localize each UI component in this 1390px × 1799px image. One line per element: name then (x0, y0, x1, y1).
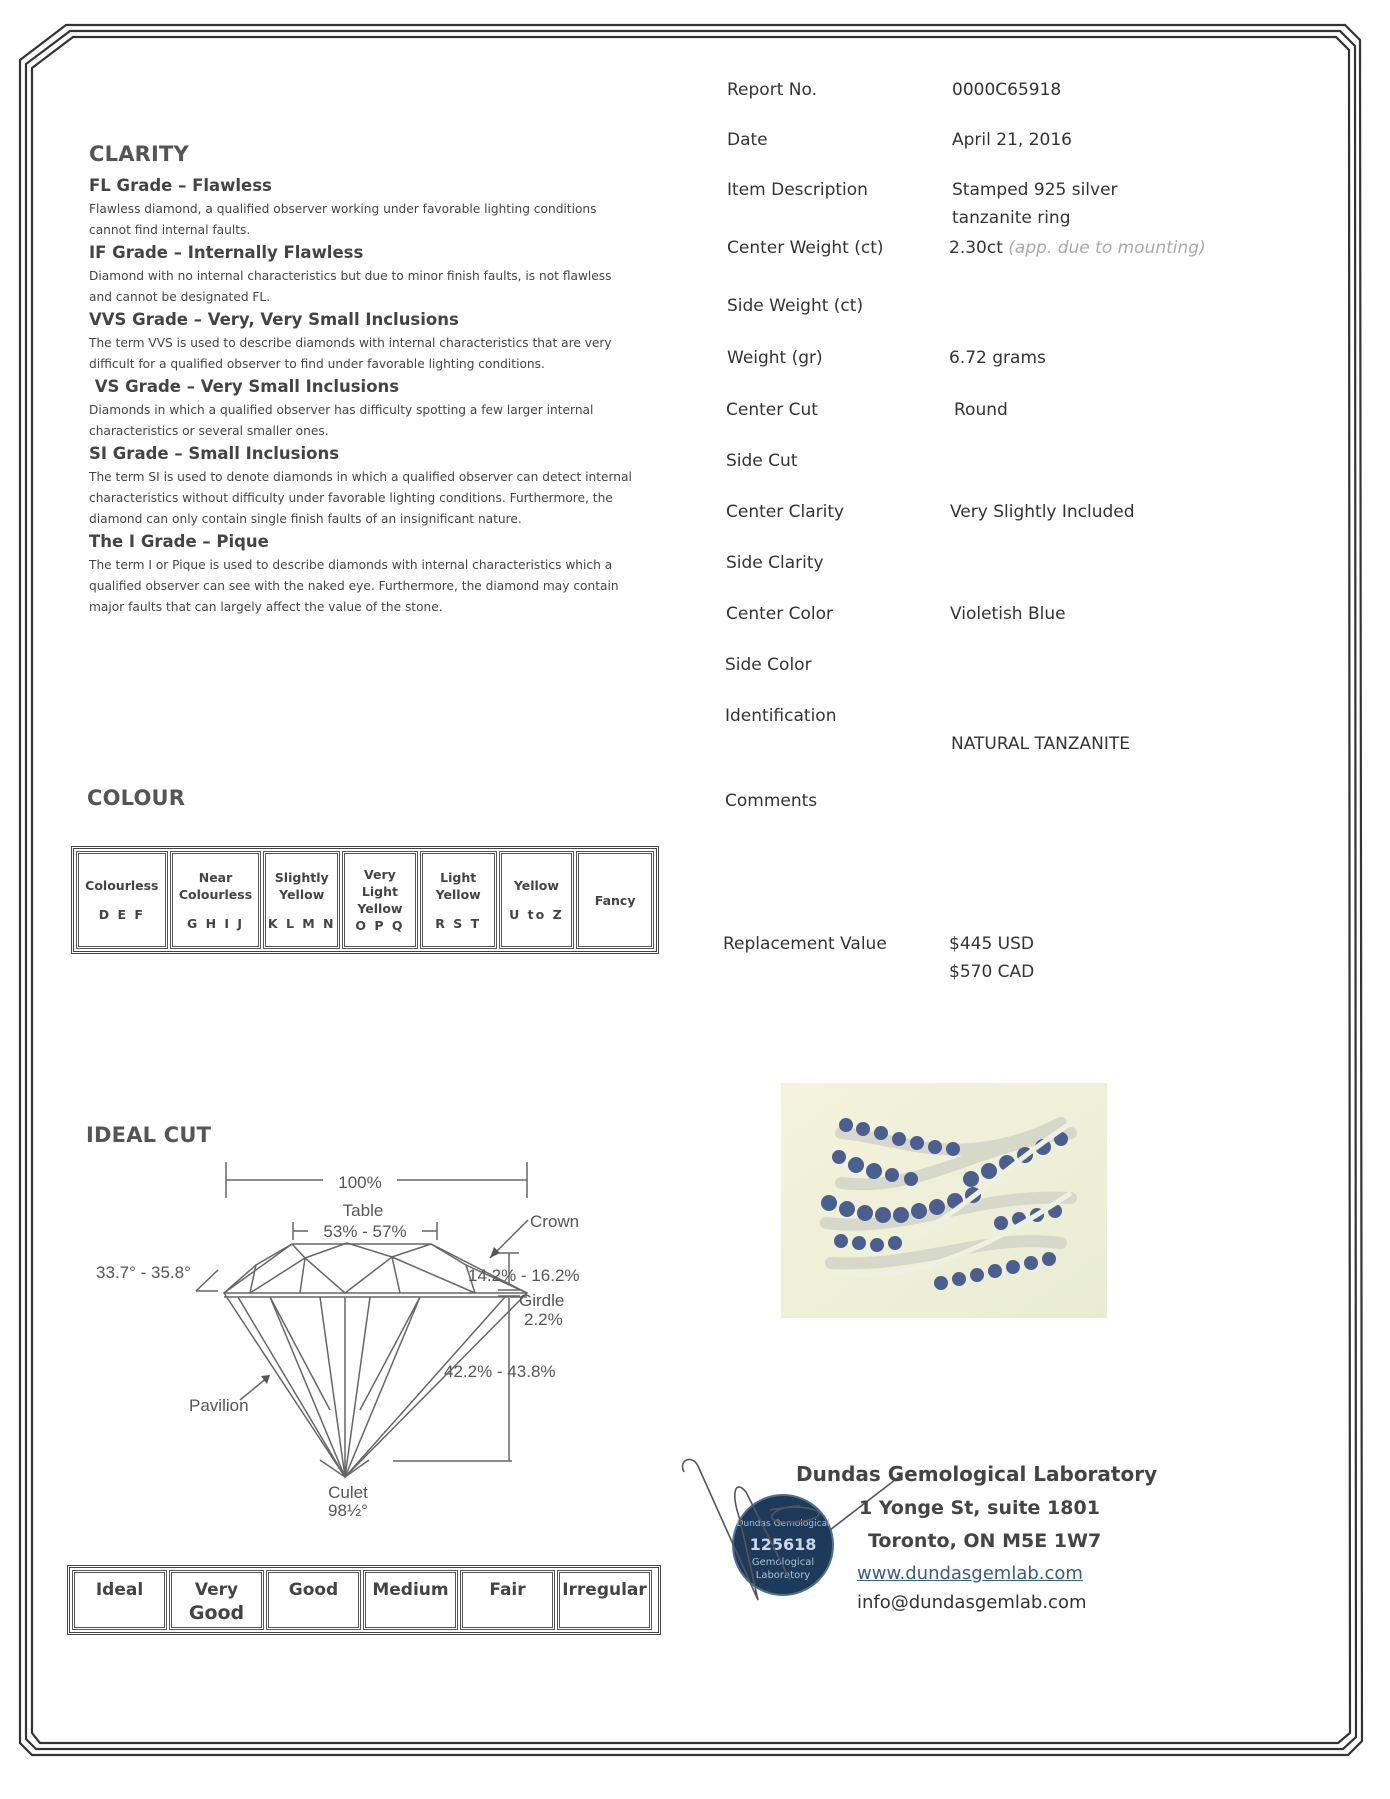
colour-heading: COLOUR (87, 786, 186, 810)
value-center-weight (949, 234, 1206, 262)
grade-title: VVS Grade – Very, Very Small Inclusions (89, 310, 459, 329)
label-center-color: Center Color (726, 604, 834, 624)
value-line: Stamped 925 silver (952, 180, 1118, 200)
center-weight-value: 2.30ct (949, 238, 1003, 258)
label-identification: Identification (725, 706, 837, 726)
diagram-culet-label: Culet (328, 1483, 368, 1502)
colour-name: Fancy (594, 892, 636, 908)
seal-text: Dundas Gemological (736, 1519, 830, 1529)
grade-vs (89, 377, 649, 442)
seal-text: Gemological (751, 1557, 815, 1568)
grade-desc-line: Diamonds in which a qualified observer has difficulty spotting a few larger internal (89, 403, 594, 417)
diagram-crown-label: Crown (530, 1212, 580, 1231)
colour-name: Light (440, 869, 477, 885)
value-date: April 21, 2016 (952, 130, 1072, 150)
cut-grade-label: Irregular (562, 1580, 647, 1600)
colour-letters: G H I J (186, 915, 245, 931)
colour-cell (263, 851, 340, 949)
lab-address-line2: Toronto, ON M5E 1W7 (868, 1530, 1102, 1552)
colour-cell (76, 851, 168, 949)
colour-name: Colourless (85, 878, 159, 893)
grade-if (89, 243, 649, 308)
diagram-crown-height: 14.2% - 16.2% (468, 1266, 580, 1285)
cut-grade-label: Good (188, 1602, 245, 1624)
value-usd: $445 USD (949, 934, 1034, 954)
seal-number: 125618 (749, 1535, 817, 1554)
colour-letters: R S T (435, 915, 482, 931)
colour-name: Yellow (279, 886, 325, 902)
value-cad: $570 CAD (949, 962, 1035, 982)
colour-name: Light (361, 884, 398, 899)
grade-fl (89, 176, 649, 241)
colour-cell (342, 851, 418, 949)
diagram-table-range: 53% - 57% (323, 1222, 407, 1241)
colour-name: Yellow (513, 878, 559, 893)
grade-desc-line: Diamond with no internal characteristics but due to minor finish faults, is not flawless (89, 269, 612, 283)
diamond-proportions-diagram (80, 1150, 660, 1520)
ideal-cut-heading: IDEAL CUT (86, 1123, 212, 1147)
label-side-weight: Side Weight (ct) (727, 296, 864, 316)
grade-desc-line: characteristics without difficulty under favorable lighting conditions. Furthermore, the (89, 491, 613, 505)
value-report-no: 0000C65918 (952, 80, 1062, 100)
label-replacement-value: Replacement Value (723, 934, 887, 954)
label-center-weight: Center Weight (ct) (727, 238, 884, 258)
colour-letters: K L M N (267, 915, 336, 931)
label-center-clarity: Center Clarity (726, 502, 845, 522)
lab-website-link[interactable]: www.dundasgemlab.com (857, 1563, 1083, 1584)
colour-cell (499, 851, 575, 949)
label-weight-gr: Weight (gr) (727, 348, 823, 368)
grade-desc-line: diamond can only contain single finish faults of an insignificant nature. (89, 512, 522, 526)
lab-name: Dundas Gemological Laboratory (796, 1462, 1158, 1486)
grade-desc-line: The term VVS is used to describe diamonds with internal characteristics that are very (89, 336, 612, 350)
grade-desc-line: qualified observer can see with the naked eye. Furthermore, the diamond may contain (89, 579, 619, 593)
label-item-description: Item Description (727, 180, 868, 200)
cut-grade-cell (363, 1570, 458, 1630)
label-side-color: Side Color (725, 655, 812, 675)
grade-vvs (89, 310, 649, 375)
value-replacement-value (949, 930, 1034, 986)
value-identification: NATURAL TANZANITE (951, 734, 1131, 754)
colour-cell (576, 851, 654, 949)
colour-name: Yellow (435, 886, 481, 902)
grade-desc-line: characteristics or several smaller ones. (89, 424, 329, 438)
lab-address-line1: 1 Yonge St, suite 1801 (859, 1497, 1100, 1519)
clarity-heading: CLARITY (89, 142, 189, 166)
diagram-culet-angle: 98½° (328, 1501, 368, 1520)
cut-grade-label: Good (288, 1580, 339, 1600)
diagram-table-label: Table (342, 1201, 384, 1220)
value-center-cut: Round (954, 400, 1008, 420)
colour-cell (420, 851, 497, 949)
cut-grade-table (67, 1565, 661, 1635)
value-center-clarity: Very Slightly Included (950, 502, 1135, 522)
grade-desc-line: and cannot be designated FL. (89, 290, 271, 304)
diagram-total-width: 100% (338, 1173, 382, 1192)
cut-grade-cell (266, 1570, 361, 1630)
colour-name: Yellow (357, 901, 403, 916)
grade-desc-line: The term I or Pique is used to describe diamonds with internal characteristics which a (89, 558, 613, 572)
cut-grade-cell (169, 1570, 264, 1630)
value-line: tanzanite ring (952, 208, 1071, 228)
grade-si (89, 444, 649, 530)
center-weight-note: (app. due to mounting) (1008, 238, 1206, 258)
label-report-no: Report No. (727, 80, 817, 100)
clarity-grades (89, 176, 649, 618)
colour-name: Near (198, 869, 233, 885)
value-weight-gr: 6.72 grams (949, 348, 1046, 368)
diagram-girdle-label: Girdle (519, 1291, 565, 1310)
grade-desc-line: major faults that can largely affect the value of the stone. (89, 600, 443, 614)
grade-i (89, 532, 649, 618)
label-center-cut: Center Cut (726, 400, 818, 420)
value-item-description (952, 176, 1118, 232)
colour-name: Very (364, 867, 396, 882)
grade-title: IF Grade – Internally Flawless (89, 243, 364, 262)
lab-email[interactable]: info@dundasgemlab.com (857, 1592, 1087, 1613)
colour-name: Slightly (274, 869, 329, 885)
seal-text: Laboratory (755, 1570, 811, 1581)
cut-grade-label: Medium (372, 1580, 449, 1600)
label-comments: Comments (725, 791, 818, 811)
cut-grade-cell (557, 1570, 652, 1630)
colour-letters: D E F (98, 907, 145, 922)
diagram-crown-angle: 33.7° - 35.8° (96, 1263, 191, 1282)
grade-title: The I Grade – Pique (89, 532, 269, 551)
diagram-girdle-value: 2.2% (524, 1310, 563, 1329)
grade-title: VS Grade – Very Small Inclusions (89, 377, 400, 396)
colour-letters: O P Q (355, 918, 405, 933)
grade-desc-line: cannot find internal faults. (89, 223, 251, 237)
colour-scale-table (71, 846, 659, 954)
cut-grade-label: Fair (489, 1580, 526, 1600)
diagram-pavilion-label: Pavilion (189, 1396, 249, 1415)
grade-title: FL Grade – Flawless (89, 176, 272, 195)
grade-desc-line: Flawless diamond, a qualified observer working under favorable lighting conditions (89, 202, 597, 216)
cut-grade-cell (72, 1570, 167, 1630)
cut-grade-cell (460, 1570, 555, 1630)
cut-grade-label: Ideal (95, 1580, 144, 1600)
colour-letters: U to Z (509, 907, 564, 922)
label-side-clarity: Side Clarity (726, 553, 824, 573)
label-date: Date (727, 130, 768, 150)
grade-desc-line: The term SI is used to denote diamonds in which a qualified observer can detect internal (89, 470, 632, 484)
value-center-color: Violetish Blue (950, 604, 1066, 624)
diagram-pavilion-depth: 42.2% - 43.8% (444, 1362, 556, 1381)
ring-photo (781, 1083, 1107, 1318)
grade-title: SI Grade – Small Inclusions (89, 444, 340, 463)
colour-cell (170, 851, 262, 949)
cut-grade-label: Very (194, 1580, 239, 1600)
grade-desc-line: difficult for a qualified observer to find under favorable lighting conditions. (89, 357, 545, 371)
label-side-cut: Side Cut (726, 451, 798, 471)
colour-name: Colourless (178, 886, 253, 902)
